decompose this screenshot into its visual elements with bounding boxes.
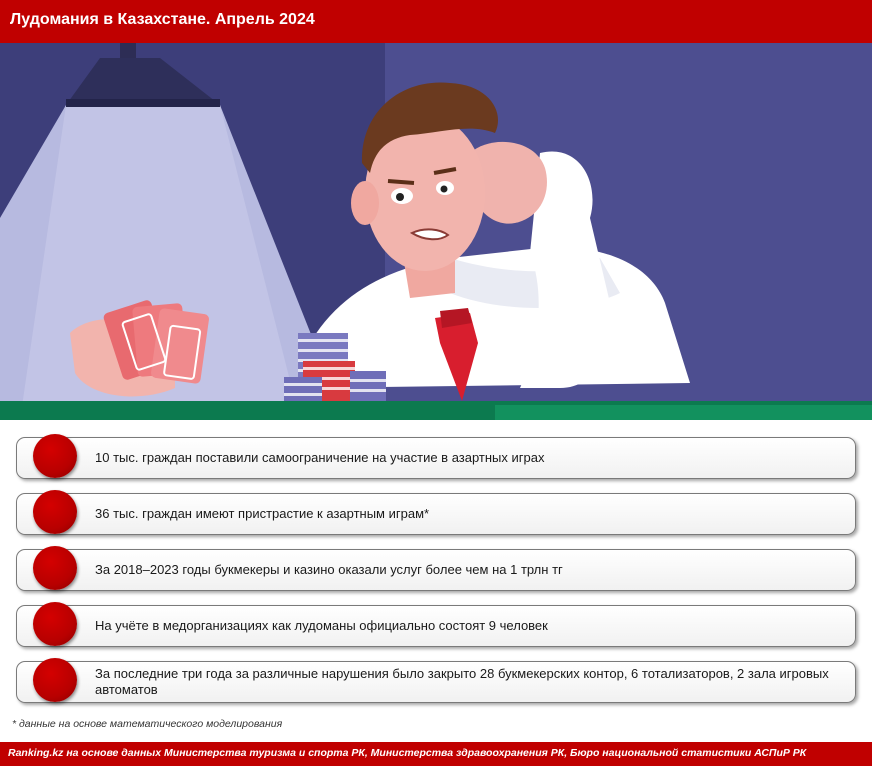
bullet-circle-icon — [33, 658, 77, 702]
source-note: Ranking.kz на основе данных Министерства туризма и спорта РК, Министерства здравоохранения РК, Бюро национальной статистики АСПиР РК — [8, 747, 807, 759]
fact-item — [16, 605, 856, 647]
bullet-circle-icon — [33, 546, 77, 590]
page-title: Лудомания в Казахстане. Апрель 2024 — [10, 11, 315, 28]
fact-item — [16, 549, 856, 591]
fact-text: 36 тыс. граждан имеют пристрастие к азартным играм* — [95, 506, 430, 521]
bullet-circle-icon — [33, 434, 77, 478]
bullet-circle-icon — [33, 602, 77, 646]
fact-text: 10 тыс. граждан поставили самоограничение на участие в азартных играх — [95, 450, 545, 465]
fact-item — [16, 437, 856, 479]
header-bar — [0, 0, 872, 43]
fact-text: За последние три года за различные нарушения было закрыто 28 букмекерских контор, 6 тотализаторов, 2 зала игровых автоматов — [95, 666, 829, 697]
fact-item — [16, 661, 856, 703]
gambler-with-cards-icon — [0, 43, 872, 420]
fact-text: На учёте в медорганизациях как лудоманы официально состоят 9 человек — [95, 618, 548, 633]
fact-item — [16, 493, 856, 535]
fact-text: За 2018–2023 годы букмекеры и казино оказали услуг более чем на 1 трлн тг — [95, 562, 563, 577]
footer-bar — [0, 742, 872, 766]
footnote: * данные на основе математического моделирования — [12, 718, 283, 730]
bullet-circle-icon — [33, 490, 77, 534]
